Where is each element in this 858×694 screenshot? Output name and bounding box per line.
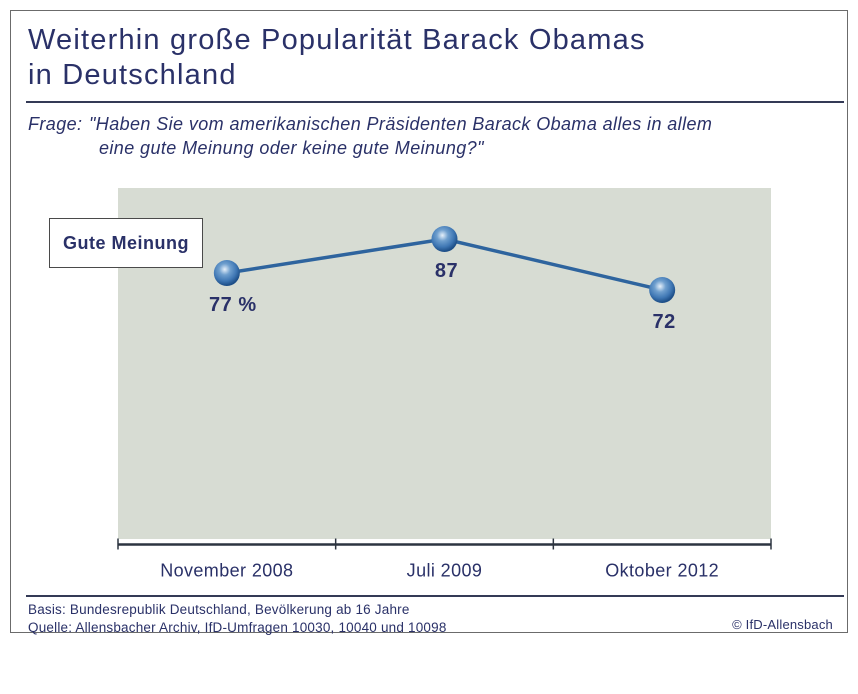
data-point-label: 87 xyxy=(434,260,459,282)
question-label: Frage: xyxy=(28,114,83,134)
question-text-line2: eine gute Meinung oder keine gute Meinung?" xyxy=(99,137,484,158)
data-point-marker xyxy=(214,260,240,286)
footer-notes xyxy=(28,601,668,637)
x-axis-label: Oktober 2012 xyxy=(605,560,720,581)
data-point-label: 77 % xyxy=(209,294,257,316)
data-point-marker xyxy=(432,226,458,252)
footer-divider xyxy=(26,595,844,597)
question-text-line1: "Haben Sie vom amerikanischen Präsidenten Barack Obama alles in allem xyxy=(89,114,713,134)
page-title-line1: Weiterhin große Popularität Barack Obamas xyxy=(28,24,646,56)
series-legend-box xyxy=(49,218,203,268)
data-point-marker xyxy=(649,277,675,303)
copyright-note: © IfD-Allensbach xyxy=(732,617,833,632)
line-chart xyxy=(11,11,847,632)
chart-card xyxy=(10,10,848,633)
data-point-label: 72 xyxy=(652,311,676,333)
x-axis-label: Juli 2009 xyxy=(406,560,483,581)
series-legend-label: Gute Meinung xyxy=(63,232,189,253)
x-axis-label: November 2008 xyxy=(160,560,294,581)
source-note: Quelle: Allensbacher Archiv, IfD-Umfragen 10030, 10040 und 10098 xyxy=(28,619,447,635)
basis-note: Basis: Bundesrepublik Deutschland, Bevölkerung ab 16 Jahre xyxy=(28,602,410,617)
page-title-line2: in Deutschland xyxy=(28,58,237,91)
